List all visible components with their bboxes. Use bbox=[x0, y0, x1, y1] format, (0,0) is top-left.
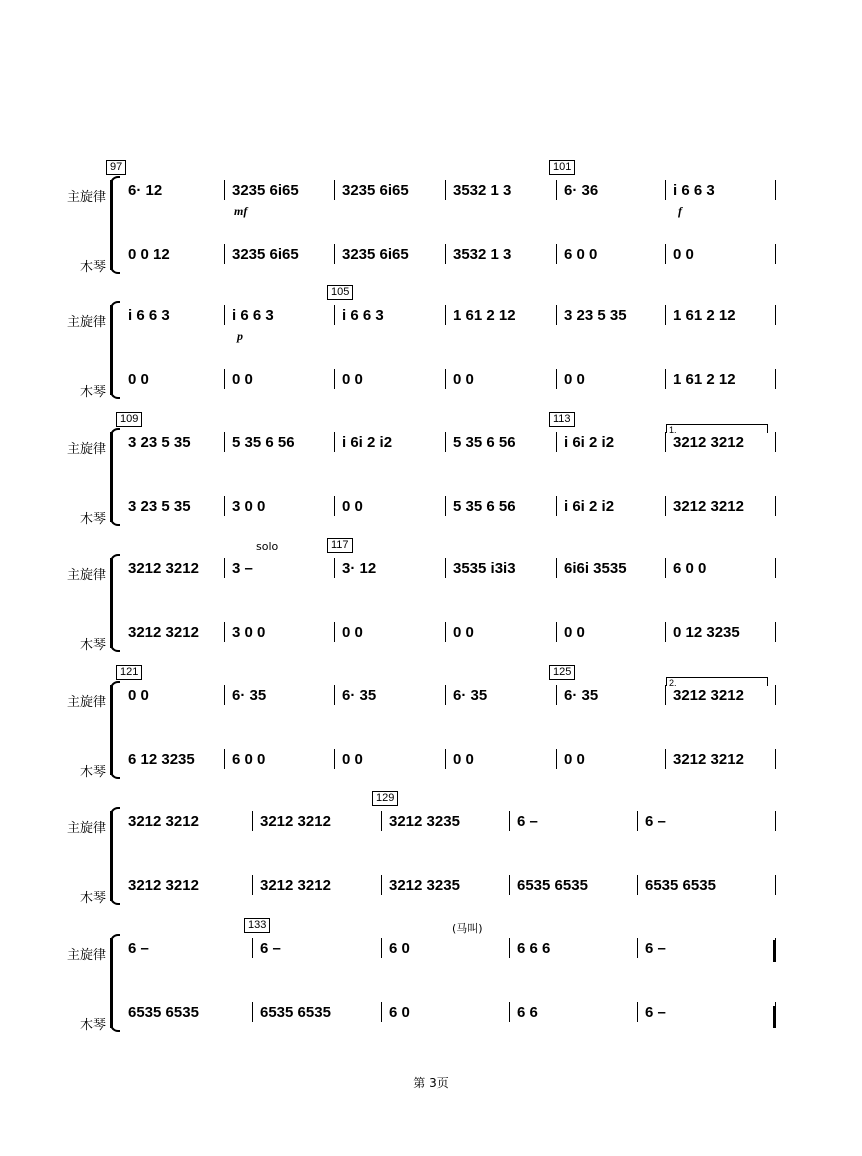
barline bbox=[445, 558, 446, 578]
measure-muqin: 3212 3212 bbox=[128, 624, 199, 641]
score-system bbox=[0, 918, 862, 1038]
brace-top bbox=[110, 428, 120, 438]
measure-melody: i 6 6 3 bbox=[232, 307, 274, 324]
barline bbox=[224, 496, 225, 516]
barline bbox=[334, 558, 335, 578]
barline bbox=[334, 622, 335, 642]
measure-melody: 1 61 2 12 bbox=[673, 307, 736, 324]
measure-muqin: 0 0 bbox=[342, 371, 363, 388]
instrument-label-muqin: 木琴 bbox=[79, 765, 106, 780]
measure-melody: 5 35 6 56 bbox=[232, 434, 295, 451]
instrument-label-muqin: 木琴 bbox=[79, 260, 106, 275]
measure-muqin: 3212 3235 bbox=[389, 877, 460, 894]
measure-muqin: 0 0 bbox=[564, 371, 585, 388]
rehearsal-mark: 113 bbox=[549, 412, 575, 427]
volta-bracket bbox=[666, 424, 768, 433]
measure-melody: 5 35 6 56 bbox=[453, 434, 516, 451]
dynamic-mark: mf bbox=[234, 204, 248, 218]
barline bbox=[224, 685, 225, 705]
measure-melody: i 6 6 3 bbox=[128, 307, 170, 324]
barline bbox=[556, 244, 557, 264]
horse-annotation: (马叫) bbox=[452, 922, 483, 935]
page-number: 第 3页 bbox=[413, 1076, 449, 1090]
measure-muqin: 0 0 bbox=[564, 751, 585, 768]
score-system bbox=[0, 412, 862, 532]
barline bbox=[775, 749, 776, 769]
barline bbox=[334, 749, 335, 769]
rehearsal-mark: 97 bbox=[106, 160, 126, 175]
measure-melody: i 6 6 3 bbox=[342, 307, 384, 324]
measure-melody: i 6 6 3 bbox=[673, 182, 715, 199]
rehearsal-mark: 125 bbox=[549, 665, 575, 680]
measure-muqin: 3 0 0 bbox=[232, 498, 266, 515]
barline bbox=[224, 180, 225, 200]
measure-muqin: 0 0 bbox=[564, 624, 585, 641]
system-brace bbox=[110, 938, 113, 1028]
measure-muqin: 6535 6535 bbox=[645, 877, 716, 894]
barline bbox=[775, 432, 776, 452]
barline bbox=[556, 685, 557, 705]
barline bbox=[252, 1002, 253, 1022]
score-system bbox=[0, 538, 862, 658]
measure-muqin: 0 0 bbox=[453, 371, 474, 388]
instrument-label-muqin: 木琴 bbox=[79, 1018, 106, 1033]
measure-melody: 6· 35 bbox=[232, 687, 267, 704]
measure-muqin: 6 0 0 bbox=[232, 751, 266, 768]
rehearsal-mark: 129 bbox=[372, 791, 398, 806]
barline bbox=[775, 369, 776, 389]
score-system bbox=[0, 665, 862, 785]
barline bbox=[665, 369, 666, 389]
system-brace bbox=[110, 180, 113, 270]
measure-muqin: 1 61 2 12 bbox=[673, 371, 736, 388]
measure-muqin: 6535 6535 bbox=[128, 1004, 199, 1021]
instrument-label-melody: 主旋律 bbox=[66, 948, 106, 963]
measure-muqin: 6535 6535 bbox=[260, 1004, 331, 1021]
measure-muqin: 5 35 6 56 bbox=[453, 498, 516, 515]
measure-melody: 3212 3212 bbox=[128, 560, 199, 577]
measure-melody: 1 61 2 12 bbox=[453, 307, 516, 324]
measure-muqin: 6 12 3235 bbox=[128, 751, 195, 768]
measure-melody: 6 – bbox=[645, 813, 666, 830]
barline bbox=[381, 938, 382, 958]
system-brace bbox=[110, 558, 113, 648]
measure-muqin: 6 0 bbox=[389, 1004, 410, 1021]
measure-melody: 3212 3235 bbox=[389, 813, 460, 830]
barline bbox=[445, 432, 446, 452]
barline bbox=[445, 622, 446, 642]
measure-muqin: 0 0 bbox=[453, 624, 474, 641]
brace-top bbox=[110, 301, 120, 311]
brace-bottom bbox=[110, 895, 120, 905]
rehearsal-mark: 117 bbox=[327, 538, 353, 553]
barline bbox=[224, 305, 225, 325]
barline bbox=[224, 622, 225, 642]
measure-muqin: 3212 3212 bbox=[260, 877, 331, 894]
barline bbox=[556, 369, 557, 389]
barline bbox=[775, 875, 776, 895]
measure-melody: 3212 3212 bbox=[260, 813, 331, 830]
barline bbox=[775, 622, 776, 642]
measure-melody: 6· 35 bbox=[453, 687, 488, 704]
measure-melody: 3235 6i65 bbox=[342, 182, 409, 199]
score-system bbox=[0, 791, 862, 911]
measure-muqin: 0 0 bbox=[128, 371, 149, 388]
instrument-label-muqin: 木琴 bbox=[79, 512, 106, 527]
measure-melody: 6i6i 3535 bbox=[564, 560, 627, 577]
measure-melody: 6 6 6 bbox=[517, 940, 551, 957]
barline bbox=[665, 685, 666, 705]
solo-annotation: solo bbox=[256, 540, 279, 553]
barline bbox=[637, 938, 638, 958]
rehearsal-mark: 105 bbox=[327, 285, 353, 300]
barline bbox=[334, 685, 335, 705]
instrument-label-melody: 主旋律 bbox=[66, 442, 106, 457]
measure-melody: 6· 12 bbox=[128, 182, 163, 199]
barline bbox=[509, 938, 510, 958]
measure-melody: 6 0 0 bbox=[673, 560, 707, 577]
barline bbox=[775, 685, 776, 705]
score-system bbox=[0, 285, 862, 405]
barline bbox=[509, 811, 510, 831]
measure-muqin: 3235 6i65 bbox=[232, 246, 299, 263]
instrument-label-melody: 主旋律 bbox=[66, 315, 106, 330]
measure-melody: 6· 36 bbox=[564, 182, 599, 199]
volta-number: 2. bbox=[669, 678, 677, 688]
measure-muqin: i 6i 2 i2 bbox=[564, 498, 615, 515]
barline bbox=[252, 938, 253, 958]
barline bbox=[556, 622, 557, 642]
rehearsal-mark: 121 bbox=[116, 665, 142, 680]
brace-top bbox=[110, 934, 120, 944]
barline bbox=[637, 811, 638, 831]
instrument-label-muqin: 木琴 bbox=[79, 638, 106, 653]
measure-muqin: 0 0 bbox=[342, 624, 363, 641]
measure-muqin: 0 0 12 bbox=[128, 246, 170, 263]
measure-melody: 3212 3212 bbox=[128, 813, 199, 830]
barline bbox=[775, 180, 776, 200]
system-brace bbox=[110, 685, 113, 775]
measure-melody: 3535 i3i3 bbox=[453, 560, 516, 577]
barline bbox=[665, 558, 666, 578]
barline bbox=[665, 180, 666, 200]
barline bbox=[252, 811, 253, 831]
brace-top bbox=[110, 176, 120, 186]
measure-muqin: 3212 3212 bbox=[673, 751, 744, 768]
barline bbox=[665, 432, 666, 452]
measure-muqin: 0 0 bbox=[342, 498, 363, 515]
measure-muqin: 0 0 bbox=[232, 371, 253, 388]
measure-muqin: 3532 1 3 bbox=[453, 246, 512, 263]
barline bbox=[556, 432, 557, 452]
measure-muqin: 3212 3212 bbox=[673, 498, 744, 515]
barline bbox=[224, 244, 225, 264]
measure-melody: 3212 3212 bbox=[673, 687, 744, 704]
brace-bottom bbox=[110, 389, 120, 399]
brace-bottom bbox=[110, 1022, 120, 1032]
dynamic-mark: p bbox=[237, 329, 243, 343]
rehearsal-mark: 109 bbox=[116, 412, 142, 427]
brace-bottom bbox=[110, 769, 120, 779]
system-brace bbox=[110, 305, 113, 395]
barline bbox=[224, 558, 225, 578]
barline bbox=[509, 1002, 510, 1022]
system-brace bbox=[110, 811, 113, 901]
measure-muqin: 6 0 0 bbox=[564, 246, 598, 263]
measure-melody: 6 – bbox=[260, 940, 281, 957]
brace-top bbox=[110, 807, 120, 817]
measure-muqin: 3235 6i65 bbox=[342, 246, 409, 263]
barline bbox=[252, 875, 253, 895]
measure-melody: 6 – bbox=[645, 940, 666, 957]
measure-muqin: 0 0 bbox=[673, 246, 694, 263]
instrument-label-melody: 主旋律 bbox=[66, 568, 106, 583]
barline bbox=[775, 244, 776, 264]
measure-muqin: 3 0 0 bbox=[232, 624, 266, 641]
brace-top bbox=[110, 681, 120, 691]
score-system bbox=[0, 160, 862, 280]
measure-melody: 6· 35 bbox=[564, 687, 599, 704]
barline bbox=[334, 244, 335, 264]
barline bbox=[224, 432, 225, 452]
instrument-label-melody: 主旋律 bbox=[66, 821, 106, 836]
instrument-label-melody: 主旋律 bbox=[66, 190, 106, 205]
measure-melody: 3212 3212 bbox=[673, 434, 744, 451]
barline bbox=[445, 305, 446, 325]
measure-melody: 6· 35 bbox=[342, 687, 377, 704]
rehearsal-mark: 133 bbox=[244, 918, 270, 933]
barline bbox=[334, 180, 335, 200]
volta-number: 1. bbox=[669, 425, 677, 435]
barline bbox=[775, 305, 776, 325]
measure-muqin: 3 23 5 35 bbox=[128, 498, 191, 515]
barline bbox=[381, 1002, 382, 1022]
barline bbox=[665, 749, 666, 769]
measure-melody: 6 0 bbox=[389, 940, 410, 957]
barline bbox=[556, 180, 557, 200]
measure-muqin: 6535 6535 bbox=[517, 877, 588, 894]
volta-bracket bbox=[666, 677, 768, 686]
measure-melody: 3· 12 bbox=[342, 560, 377, 577]
barline bbox=[334, 432, 335, 452]
barline bbox=[775, 811, 776, 831]
brace-bottom bbox=[110, 264, 120, 274]
barline bbox=[556, 496, 557, 516]
barline bbox=[556, 558, 557, 578]
barline bbox=[775, 496, 776, 516]
barline bbox=[445, 369, 446, 389]
barline bbox=[775, 558, 776, 578]
measure-melody: 3 – bbox=[232, 560, 253, 577]
measure-melody: 6 – bbox=[517, 813, 538, 830]
dynamic-mark: f bbox=[678, 204, 682, 218]
instrument-label-muqin: 木琴 bbox=[79, 891, 106, 906]
instrument-label-muqin: 木琴 bbox=[79, 385, 106, 400]
final-barline bbox=[773, 1006, 776, 1028]
measure-muqin: 6 – bbox=[645, 1004, 666, 1021]
measure-muqin: 6 6 bbox=[517, 1004, 538, 1021]
measure-muqin: 3212 3212 bbox=[128, 877, 199, 894]
barline bbox=[334, 496, 335, 516]
measure-melody: 0 0 bbox=[128, 687, 149, 704]
brace-top bbox=[110, 554, 120, 564]
barline bbox=[665, 496, 666, 516]
barline bbox=[665, 244, 666, 264]
brace-bottom bbox=[110, 516, 120, 526]
barline bbox=[509, 875, 510, 895]
measure-melody: i 6i 2 i2 bbox=[342, 434, 393, 451]
brace-bottom bbox=[110, 642, 120, 652]
system-brace bbox=[110, 432, 113, 522]
barline bbox=[445, 244, 446, 264]
barline bbox=[334, 369, 335, 389]
barline bbox=[665, 305, 666, 325]
instrument-label-melody: 主旋律 bbox=[66, 695, 106, 710]
barline bbox=[556, 305, 557, 325]
barline bbox=[334, 305, 335, 325]
barline bbox=[445, 749, 446, 769]
measure-muqin: 0 0 bbox=[342, 751, 363, 768]
measure-muqin: 0 12 3235 bbox=[673, 624, 740, 641]
barline bbox=[445, 685, 446, 705]
barline bbox=[665, 622, 666, 642]
barline bbox=[445, 496, 446, 516]
barline bbox=[556, 749, 557, 769]
barline bbox=[224, 369, 225, 389]
measure-melody: i 6i 2 i2 bbox=[564, 434, 615, 451]
barline bbox=[224, 749, 225, 769]
final-barline bbox=[773, 940, 776, 962]
measure-melody: 3 23 5 35 bbox=[564, 307, 627, 324]
measure-melody: 3235 6i65 bbox=[232, 182, 299, 199]
rehearsal-mark: 101 bbox=[549, 160, 575, 175]
barline bbox=[381, 875, 382, 895]
barline bbox=[381, 811, 382, 831]
barline bbox=[445, 180, 446, 200]
measure-melody: 3532 1 3 bbox=[453, 182, 512, 199]
barline bbox=[637, 1002, 638, 1022]
barline bbox=[637, 875, 638, 895]
measure-melody: 6 – bbox=[128, 940, 149, 957]
measure-muqin: 0 0 bbox=[453, 751, 474, 768]
measure-melody: 3 23 5 35 bbox=[128, 434, 191, 451]
